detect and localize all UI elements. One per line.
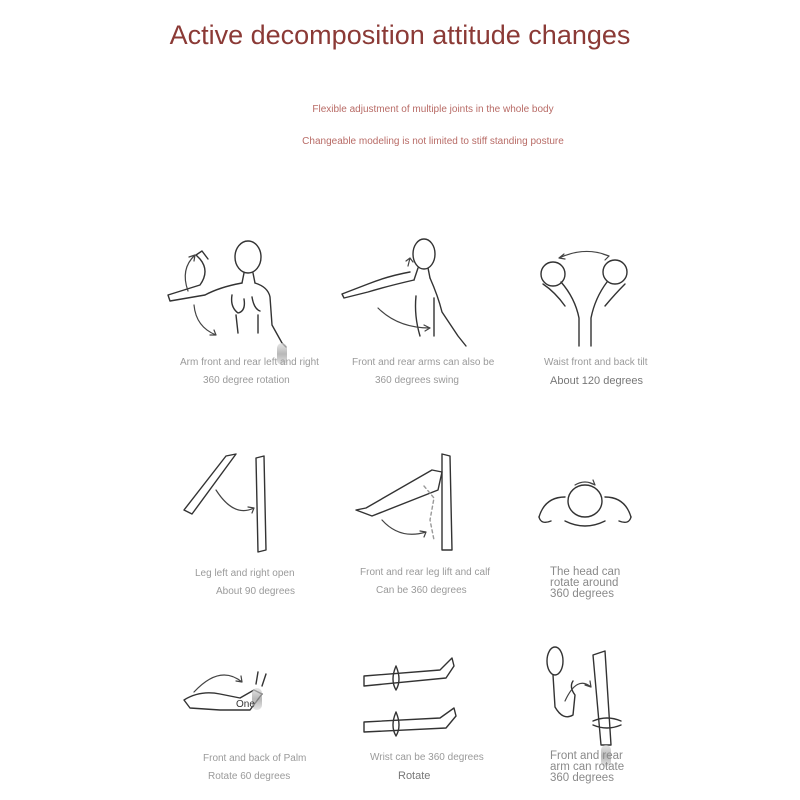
caption-forearm — [550, 751, 670, 784]
caption-arm-rotation — [180, 354, 340, 390]
caption-line1: Front and rear — [550, 750, 623, 762]
palm-rotation-illustration — [180, 660, 280, 730]
caption-line2: About 90 degrees — [216, 586, 295, 597]
caption-palm — [203, 750, 353, 786]
caption-line1: Front and rear arms can also be — [352, 357, 495, 368]
leg-lift-illustration — [352, 450, 462, 555]
caption-line1: Wrist can be 360 degrees — [370, 752, 484, 763]
caption-line2: rotate around — [550, 577, 619, 589]
leg-open-illustration — [178, 450, 278, 555]
caption-line1: Front and rear leg lift and calf — [360, 567, 491, 578]
caption-line1: The head can — [550, 566, 621, 578]
caption-line3: 360 degrees — [550, 772, 614, 784]
caption-line1: Front and back of Palm — [203, 753, 307, 764]
caption-line1: Waist front and back tilt — [544, 357, 648, 368]
caption-head-rotation — [550, 567, 670, 600]
one-label: One — [236, 699, 255, 710]
caption-leg-open — [195, 565, 345, 601]
caption-line1: Leg left and right open — [195, 568, 295, 579]
forearm-rotation-illustration — [543, 645, 633, 750]
caption-line3: 360 degrees — [550, 588, 614, 600]
caption-line2: Rotate 60 degrees — [208, 771, 291, 782]
caption-line2: 360 degrees swing — [375, 375, 459, 386]
caption-line1: Arm front and rear left and right — [180, 357, 319, 368]
caption-waist-tilt — [544, 354, 684, 390]
arm-rotation-illustration — [160, 235, 295, 360]
wrist-rotation-illustration — [360, 652, 460, 742]
arm-swing-illustration — [338, 236, 478, 351]
caption-line2: Can be 360 degrees — [376, 585, 467, 596]
caption-line2: About 120 degrees — [550, 375, 643, 387]
waist-tilt-illustration — [535, 248, 635, 348]
head-rotation-illustration — [535, 477, 635, 532]
caption-wrist — [370, 749, 520, 785]
caption-line2: Rotate — [398, 770, 431, 782]
subtitle-modeling: Changeable modeling is not limited to stiff standing posture — [302, 136, 564, 147]
caption-arm-swing — [352, 354, 512, 390]
subtitle-joints: Flexible adjustment of multiple joints in the whole body — [312, 104, 554, 115]
caption-line2: 360 degree rotation — [203, 375, 290, 386]
caption-leg-lift — [360, 564, 520, 600]
caption-line2: arm can rotate — [550, 761, 625, 773]
page-title: Active decomposition attitude changes — [169, 20, 631, 50]
